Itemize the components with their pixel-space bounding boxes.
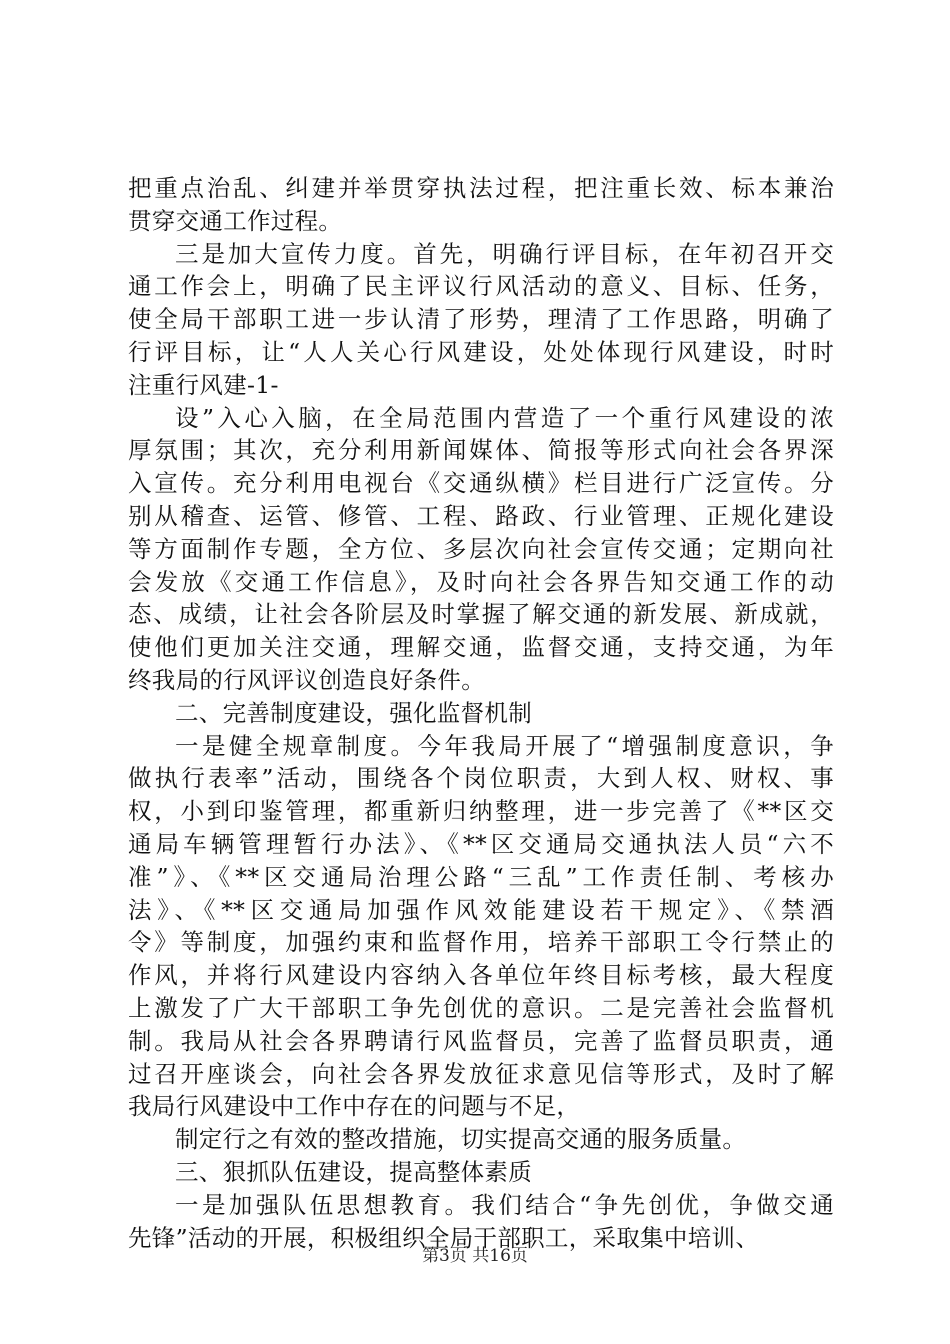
text-line: 注重行风建-1- <box>128 370 279 399</box>
page-footer: 第3页 共16页 <box>422 1246 528 1266</box>
text-line: 贯穿交通工作过程。 <box>128 206 343 235</box>
text-line: 入宣传。充分利用电视台《交通纵横》栏目进行广泛宣传。分 <box>128 469 834 498</box>
text-line: 作风，并将行风建设内容纳入各单位年终目标考核，最大程度 <box>128 961 834 990</box>
text-line: 三、狠抓队伍建设，提高整体素质 <box>175 1157 532 1186</box>
text-line: 把重点治乱、纠建并举贯穿执法过程，把注重长效、标本兼治 <box>128 174 834 202</box>
text-line: 行评目标，让“人人关心行风建设，处处体现行风建设，时时 <box>128 337 834 366</box>
text-line: 态、成绩，让社会各阶层及时掌握了解交通的新发展、新成就， <box>128 600 834 629</box>
text-line: 先锋”活动的开展，积极组织全局干部职工，采取集中培训、 <box>128 1223 760 1252</box>
text-line: 过召开座谈会，向社会各界发放征求意见信等形式，及时了解 <box>128 1059 834 1088</box>
text-line: 一是加强队伍思想教育。我们结合“争先创优，争做交通 <box>175 1190 834 1219</box>
text-line: 上激发了广大干部职工争先创优的意识。二是完善社会监督机 <box>128 993 834 1022</box>
text-line: 准”》、《**区交通局治理公路“三乱”工作责任制、考核办 <box>128 862 834 891</box>
paragraph <box>128 172 834 238</box>
text-line: 设”入心入脑，在全局范围内营造了一个重行风建设的浓 <box>175 403 834 432</box>
document-body <box>128 172 834 1254</box>
text-line: 等方面制作专题，全方位、多层次向社会宣传交通；定期向社 <box>128 534 834 563</box>
text-line: 令》等制度，加强约束和监督作用，培养干部职工令行禁止的 <box>128 928 834 957</box>
text-line: 终我局的行风评议创造良好条件。 <box>128 665 485 694</box>
text-line: 三是加大宣传力度。首先，明确行评目标，在年初召开交 <box>175 239 834 268</box>
text-line: 一是健全规章制度。今年我局开展了“增强制度意识，争 <box>175 731 834 760</box>
text-line: 制。我局从社会各界聘请行风监督员，完善了监督员职责，通 <box>128 1026 834 1055</box>
section-heading <box>128 697 834 730</box>
text-line: 法》、《**区交通局加强作风效能建设若干规定》、《禁酒 <box>128 895 834 924</box>
paragraph <box>128 1123 834 1156</box>
text-line: 厚氛围；其次，充分利用新闻媒体、简报等形式向社会各界深 <box>128 436 834 465</box>
paragraph <box>128 730 834 1124</box>
paragraph <box>128 402 834 697</box>
text-line: 制定行之有效的整改措施，切实提高交通的服务质量。 <box>175 1125 747 1154</box>
text-line: 别从稽查、运管、修管、工程、路政、行业管理、正规化建设 <box>128 501 834 530</box>
text-line: 做执行表率”活动，围绕各个岗位职责，大到人权、财权、事 <box>128 764 834 793</box>
text-line: 通局车辆管理暂行办法》、《**区交通局交通执法人员“六不 <box>128 829 834 858</box>
text-line: 使全局干部职工进一步认清了形势，理清了工作思路，明确了 <box>128 305 834 334</box>
text-line: 我局行风建设中工作中存在的问题与不足， <box>128 1092 581 1121</box>
section-heading <box>128 1156 834 1189</box>
text-line: 权，小到印鉴管理，都重新归纳整理，进一步完善了《**区交 <box>128 797 834 826</box>
text-line: 二、完善制度建设，强化监督机制 <box>175 698 532 727</box>
text-line: 会发放《交通工作信息》，及时向社会各界告知交通工作的动 <box>128 567 834 596</box>
text-line: 通工作会上，明确了民主评议行风活动的意义、目标、任务， <box>128 272 834 301</box>
text-line: 使他们更加关注交通，理解交通，监督交通，支持交通，为年 <box>128 633 834 662</box>
paragraph <box>128 238 834 402</box>
